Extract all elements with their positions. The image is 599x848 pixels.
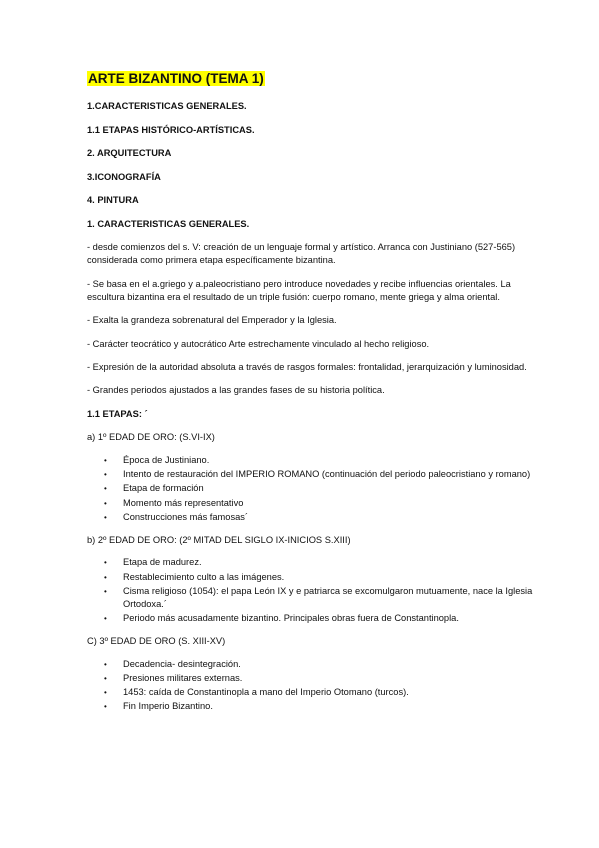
list-item bbox=[104, 585, 539, 611]
list-item-text: Fin Imperio Bizantino. bbox=[123, 701, 213, 712]
bullet-icon: • bbox=[104, 512, 107, 522]
list-item-text: Decadencia- desintegración. bbox=[123, 658, 241, 669]
list-item-text: Construcciones más famosas´ bbox=[123, 511, 249, 522]
index-item: 4. PINTURA bbox=[87, 195, 139, 205]
list-item-text: 1453: caída de Constantinopla a mano del Imperio Otomano (turcos). bbox=[123, 687, 409, 698]
bullet-list bbox=[87, 454, 539, 524]
bullet-list bbox=[87, 658, 539, 714]
list-item bbox=[104, 454, 539, 467]
list-item-text: Periodo más acusadamente bizantino. Principales obras fuera de Constantinopla. bbox=[123, 613, 459, 624]
bullet-icon: • bbox=[104, 456, 107, 466]
index-item: 2. ARQUITECTURA bbox=[87, 148, 172, 158]
bullet-icon: • bbox=[104, 484, 107, 494]
bullet-icon: • bbox=[104, 586, 107, 596]
list-item bbox=[104, 511, 539, 524]
list-item-text: Presiones militares externas. bbox=[123, 673, 243, 684]
section-heading: 1. CARACTERISTICAS GENERALES. bbox=[87, 218, 250, 229]
list-item-text: Etapa de madurez. bbox=[123, 557, 202, 568]
list-item-text: Momento más representativo bbox=[123, 497, 244, 508]
list-item-text: Intento de restauración del IMPERIO ROMANO (continuación del periodo paleocristiano y romano) bbox=[123, 469, 531, 480]
bullet-icon: • bbox=[104, 659, 107, 669]
bullet-icon: • bbox=[104, 674, 107, 684]
index-item: 1.1 ETAPAS HISTÓRICO-ARTÍSTICAS. bbox=[87, 124, 255, 135]
bullet-icon: • bbox=[104, 558, 107, 568]
paragraph: - Grandes periodos ajustados a las grandes fases de su historia política. bbox=[87, 385, 385, 396]
list-item bbox=[104, 468, 539, 481]
list-item-text: Etapa de formación bbox=[123, 483, 204, 494]
list-item bbox=[104, 482, 539, 495]
list-item bbox=[104, 700, 539, 713]
paragraph: - Expresión de la autoridad absoluta a través de rasgos formales: frontalidad, jerarquización y luminosidad. bbox=[87, 361, 527, 372]
section-heading: 1.1 ETAPAS: ´ bbox=[87, 408, 148, 419]
etapa-label: C) 3º EDAD DE ORO (S. XIII-XV) bbox=[87, 636, 226, 647]
etapa-label: b) 2º EDAD DE ORO: (2º MITAD DEL SIGLO IX-INICIOS S.XIII) bbox=[87, 534, 351, 545]
list-item bbox=[104, 658, 539, 671]
paragraph: - Carácter teocrático y autocrático Arte estrechamente vinculado al hecho religioso. bbox=[87, 338, 430, 349]
bullet-icon: • bbox=[104, 688, 107, 698]
paragraph: - desde comienzos del s. V: creación de un lenguaje formal y artístico. Arranca con Justiniano (527-565) considerada como primera etapa específicamente bizantina. bbox=[87, 242, 516, 266]
bullet-icon: • bbox=[104, 702, 107, 712]
bullet-icon: • bbox=[104, 572, 107, 582]
document-title bbox=[87, 70, 539, 87]
list-item-text: Cisma religioso (1054): el papa León IX y e patriarca se excomulgaron mutuamente, nace la Iglesia Ortodoxa.´ bbox=[123, 585, 533, 610]
list-item bbox=[104, 672, 539, 685]
list-item bbox=[104, 556, 539, 569]
index-item: 3.ICONOGRAFÍA bbox=[87, 171, 161, 182]
bullet-icon: • bbox=[104, 498, 107, 508]
paragraph: - Exalta la grandeza sobrenatural del Emperador y la Iglesia. bbox=[87, 315, 337, 326]
list-item bbox=[104, 571, 539, 584]
list-item bbox=[104, 612, 539, 625]
bullet-icon: • bbox=[104, 470, 107, 480]
list-item bbox=[104, 686, 539, 699]
list-item-text: Época de Justiniano. bbox=[123, 455, 210, 466]
list-item bbox=[104, 497, 539, 510]
list-item-text: Restablecimiento culto a las imágenes. bbox=[123, 571, 285, 582]
paragraph: - Se basa en el a.griego y a.paleocristiano pero introduce novedades y recibe influencias orientales. La escultura bizantina era el resultado de un triple fusión: cuerpo romano, mente griega y alma oriental. bbox=[87, 278, 511, 302]
bullet-icon: • bbox=[104, 614, 107, 624]
bullet-list bbox=[87, 556, 539, 625]
etapa-label: a) 1º EDAD DE ORO: (S.VI-IX) bbox=[87, 432, 215, 443]
document-title-text: ARTE BIZANTINO (TEMA 1) bbox=[88, 71, 264, 86]
index-item: 1.CARACTERISTICAS GENERALES. bbox=[87, 101, 247, 111]
